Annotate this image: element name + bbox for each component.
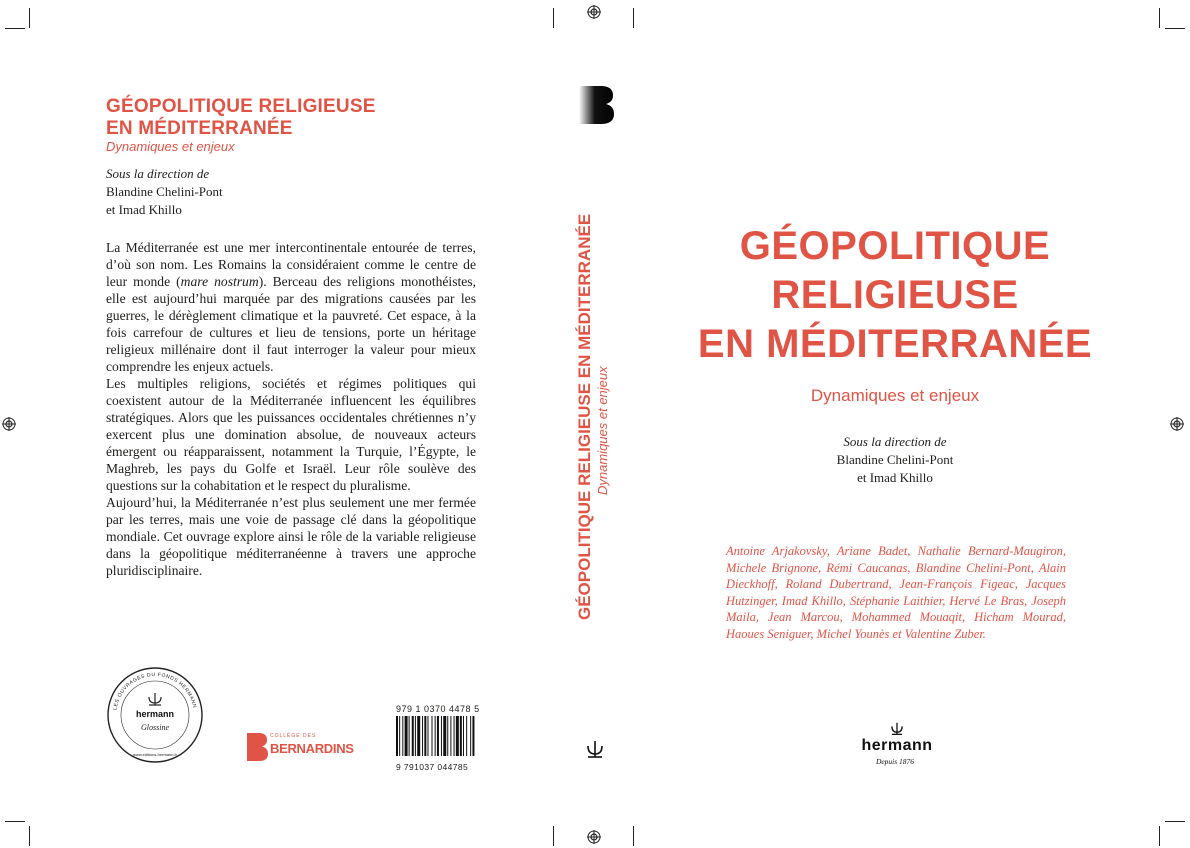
back-cover-title	[106, 96, 376, 140]
barcode-bar	[409, 716, 410, 756]
barcode	[396, 716, 486, 772]
blurb-text: ). Berceau des religions monothéistes, elle est aujourd’hui marquée par des migrations causées par les guerres, le dérèglement climatique et la pauvreté. Cet espace, à la fois carrefour de cultures et lieu de tensions, porte un héritage religieux millénaire dont il faut interroger la valeur pour mieux comprendre les enjeux actuels.	[106, 274, 476, 374]
blurb-paragraph-1	[106, 239, 476, 375]
badge-ring-text: LES OUVRAGES DU FONDS HERMANN	[112, 671, 198, 711]
front-cover-editors	[760, 433, 1030, 487]
registration-mark-icon	[2, 417, 16, 431]
editor-line1: Blandine Chelini-Pont	[106, 184, 223, 199]
editor-line1: Blandine Chelini-Pont	[836, 452, 954, 467]
editor-line2: et Imad Khillo	[857, 470, 933, 485]
hermann-publisher-logo	[842, 722, 952, 768]
badge-script: Glossine	[141, 723, 169, 732]
partner-name: BERNARDINS	[270, 741, 354, 756]
barcode-bar	[456, 716, 459, 756]
hermann-emblem-icon	[889, 722, 905, 738]
barcode-bar	[470, 716, 471, 756]
barcode-bars-icon	[396, 716, 486, 760]
barcode-bar	[441, 716, 442, 756]
barcode-bar	[428, 716, 429, 756]
crop-mark	[553, 8, 554, 28]
barcode-bar	[466, 716, 467, 756]
back-cover-subtitle: Dynamiques et enjeux	[106, 139, 235, 154]
barcode-bar	[422, 716, 423, 756]
barcode-bar	[447, 716, 448, 756]
barcode-bar	[399, 716, 400, 756]
isbn-number: 979 1 0370 4478 5	[396, 704, 480, 714]
crop-mark	[633, 8, 634, 28]
barcode-bar	[454, 716, 455, 756]
barcode-bar	[417, 716, 420, 756]
barcode-bar	[460, 716, 462, 756]
barcode-bar	[412, 716, 414, 756]
barcode-bar	[463, 716, 464, 756]
bernardins-b-icon	[247, 733, 269, 761]
barcode-bar	[402, 716, 403, 756]
barcode-bar	[424, 716, 426, 756]
hermann-emblem-icon	[585, 740, 605, 762]
crop-mark	[1165, 821, 1185, 822]
barcode-bar	[472, 716, 474, 756]
back-cover-blurb	[106, 239, 476, 579]
publisher-name: hermann	[861, 737, 933, 754]
back-title-line2: EN MÉDITERRANÉE	[106, 118, 293, 139]
spine-publisher-b-logo	[579, 86, 615, 124]
crop-mark	[633, 826, 634, 846]
crop-mark	[5, 28, 25, 29]
college-des-bernardins-logo	[247, 733, 354, 761]
front-cover-subtitle: Dynamiques et enjeux	[810, 386, 980, 405]
spine-title: GÉOPOLITIQUE RELIGIEUSE EN MÉDITERRANÉE	[575, 213, 594, 620]
crop-mark	[1159, 826, 1160, 846]
spine-subtitle: Dynamiques et enjeux	[595, 366, 610, 495]
partner-small-text: COLLÈGE DES	[270, 733, 317, 739]
crop-mark	[1159, 8, 1160, 28]
crop-mark	[5, 821, 25, 822]
barcode-bar	[450, 716, 451, 756]
barcode-bar	[405, 716, 408, 756]
crop-mark	[553, 826, 554, 846]
barcode-digits: 9 791037 044785	[396, 762, 469, 772]
crop-mark	[29, 8, 30, 28]
direction-label: Sous la direction de	[106, 166, 210, 181]
barcode-bar	[415, 716, 416, 756]
barcode-bar	[437, 716, 439, 756]
back-cover-editors	[106, 165, 223, 219]
crop-mark	[29, 826, 30, 846]
hermann-fonds-badge	[106, 666, 204, 764]
barcode-bar	[443, 716, 446, 756]
blurb-italic-text: mare nostrum	[180, 274, 259, 289]
barcode-bar	[432, 716, 433, 756]
editor-line2: et Imad Khillo	[106, 202, 182, 217]
contributors-list: Antoine Arjakovsky, Ariane Badet, Nathalie Bernard-Maugiron, Michele Brignone, Rémi Caucanas, Blandine Chelini-Pont, Alain Dieckhoff, Roland Dubertrand, Jean-François Figeac, Jacques Hutzinger, Imad Khillo, Stéphanie Laithier, Hervé Le Bras, Joseph Maila, Jean Marcou, Mohammed Mouaqit, Hicham Mourad, Haoues Seniguer, Michel Younès et Valentine Zuber.	[726, 544, 1066, 641]
direction-label: Sous la direction de	[843, 434, 947, 449]
back-title-line1: GÉOPOLITIQUE RELIGIEUSE	[106, 96, 376, 117]
barcode-bar	[435, 716, 436, 756]
registration-mark-icon	[1170, 417, 1184, 431]
blurb-text: La Méditerranée est une mer intercontinentale entourée de terres, d’où son nom. Les Romains la considéraient comme le centre de leur monde (	[106, 240, 476, 289]
registration-mark-icon	[587, 830, 601, 844]
publisher-since: Depuis 1876	[875, 757, 915, 766]
front-cover-title	[660, 222, 1130, 369]
badge-url: www.editions-hermann.fr	[132, 752, 178, 757]
badge-brand: hermann	[135, 709, 175, 719]
registration-mark-icon	[587, 5, 601, 19]
blurb-paragraph-2: Les multiples religions, sociétés et régimes politiques qui coexistent autour de la Méditerranée influencent les équilibres stratégiques. Alors que les puissances occidentales chrétiennes n’y exercent plus une domination absolue, de nouveaux acteurs émergent ou réapparaissent, notamment la Turquie, l’Égypte, le Maghreb, les pays du Golfe et Israël. Leur rôle soulève des questions sur la cohabitation et le respect du pluralisme.	[106, 376, 476, 493]
blurb-paragraph-3: Aujourd’hui, la Méditerranée n’est plus seulement une mer fermée par les terres, mais une voie de passage clé dans la géopolitique mondiale. Cet ouvrage explore ainsi le rôle de la variable religieuse dans la géopolitique méditerranéenne à travers une approche pluridisciplinaire.	[106, 495, 476, 578]
front-title-line2: RELIGIEUSE	[771, 273, 1019, 317]
barcode-bar	[396, 716, 398, 756]
crop-mark	[1165, 28, 1185, 29]
front-title-line1: GÉOPOLITIQUE	[739, 224, 1051, 268]
front-title-line3: EN MÉDITERRANÉE	[697, 322, 1093, 366]
